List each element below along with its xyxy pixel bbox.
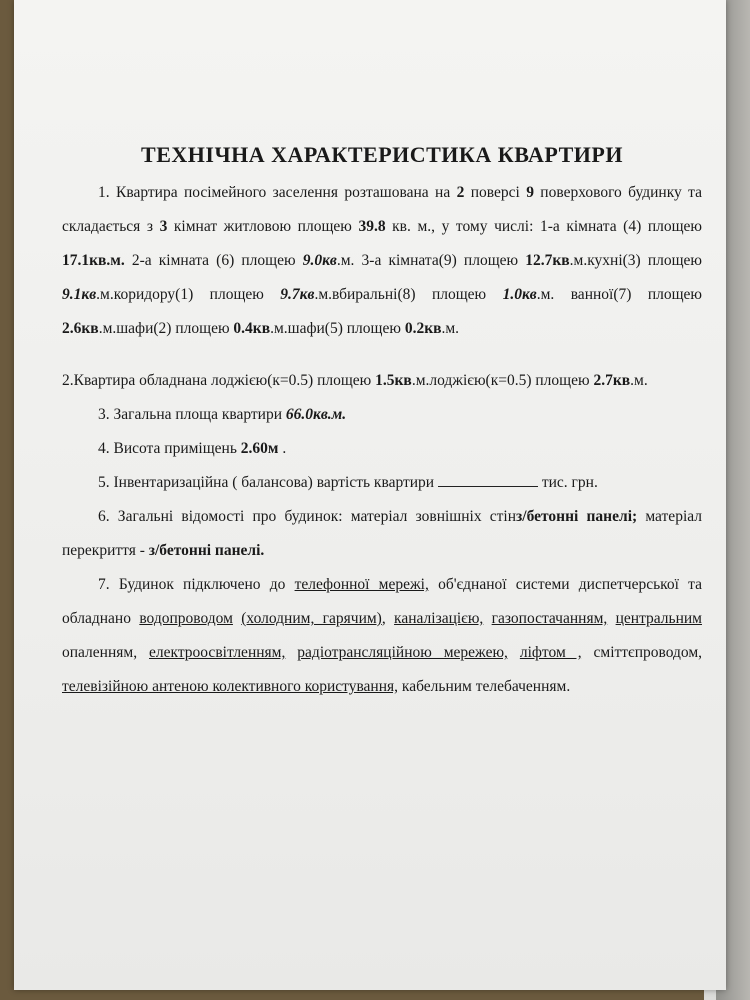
paragraph-7: 7. Будинок підключено до телефонної мережі, об'єднаної системи диспетчерської та обладнано водопроводом (холодним, гарячим), каналізацією, газопостачанням, центральним опаленням, електроосвітленням, радіотрансляційною мережею, ліфтом , сміттєпроводом, телевізійною антеною колективного користування, кабельним телебаченням.	[62, 576, 703, 695]
value-blank-line	[438, 472, 538, 487]
paragraph-1: 1. Квартира посімейного заселення розташована на 2 поверсі 9 поверхового будинку та складається з 3 кімнат житловою площею 39.8 кв. м., у тому числі: 1-а кімната (4) площею 17.1кв.м. 2-а кімната (6) площею 9.0кв.м. 3-а кімната(9) площею 12.7кв.м.кухні(3) площею 9.1кв.м.коридору(1) площею 9.7кв.м.вбиральні(8) площею 1.0кв.м. ванної(7) площею 2.6кв.м.шафи(2) площею 0.4кв.м.шафи(5) площею 0.2кв.м.	[62, 184, 703, 337]
paragraph-6: 6. Загальні відомості про будинок: матеріал зовнішніх стінз/бетонні панелі; матеріал перекриття - з/бетонні панелі.	[62, 508, 702, 559]
document-body	[62, 140, 702, 704]
document-title: ТЕХНІЧНА ХАРАКТЕРИСТИКА КВАРТИРИ	[141, 142, 623, 167]
paragraph-3: 3. Загальна площа квартири 66.0кв.м.	[98, 406, 347, 423]
paragraph-2: 2.Квартира обладнана лоджією(к=0.5) площею 1.5кв.м.лоджією(к=0.5) площею 2.7кв.м.	[62, 372, 648, 389]
paragraph-4: 4. Висота приміщень 2.60м .	[98, 440, 287, 457]
paragraph-5: 5. Інвентаризаційна ( балансова) вартість квартири тис. грн.	[98, 474, 598, 491]
